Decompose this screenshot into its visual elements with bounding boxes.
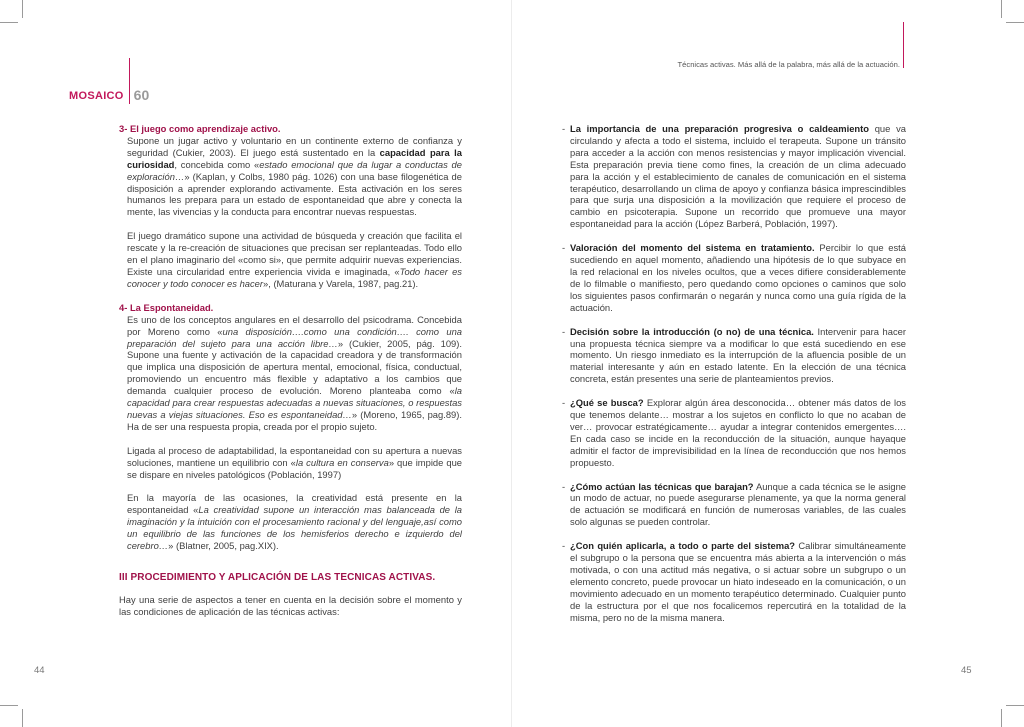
left-page-column bbox=[119, 123, 462, 618]
section-3-paragraph-1: Supone un jugar activo y voluntario en un continente externo de confianza y seguridad (Cukier, 2003). El juego está sustentado en la capacidad para la curiosidad, concebida como «estado emocional que da lugar a conductas de exploración…» (Kaplan, y Colbs, 1980 pág. 1026) con una base filogenética de disposición a aprender explorando activamente. Esta activación en los seres humanos les prepara para un estado de espontaneidad que abre y conecta la mente, las vivencias y la conducta para encontrar nuevas respuestas. bbox=[127, 134, 463, 218]
list-item: - Decisión sobre la introducción (o no) de una técnica. Intervenir para hacer una propuesta técnica siempre va a modificar lo que está sucediendo en ese momento. Un riesgo inmediato es la interrupción de la afluencia posible de un material interesante y aún en estado latente. En la elección de una técnica concreta, están presentes una serie de planteamientos previos. bbox=[562, 325, 906, 385]
header-brand bbox=[69, 56, 149, 102]
section-4-paragraph-2: Ligada al proceso de adaptabilidad, la espontaneidad con su apertura a nuevas soluciones, mantiene un equilibrio con «la cultura en conserva» que impide que se dispare en niveles patológicos (Población, 1997) bbox=[127, 444, 463, 480]
crop-mark-tr-h bbox=[1006, 22, 1024, 23]
crop-mark-tl-h bbox=[0, 22, 18, 23]
list-item: - Valoración del momento del sistema en tratamiento. Percibir lo que está sucediendo en aquel momento, añadiendo una hipótesis de lo que subyace en la red relacional en los niveles ocultos, que a veces difiere considerablemente de lo filmable o manifiesto, pero quedando como opciones o caminos que solo los siguientes pasos confirmarán o negarán y nunca como una guía rígida de la actuación. bbox=[562, 242, 906, 313]
section-3-title: 3- El juego como aprendizaje activo. bbox=[119, 123, 281, 134]
section-4-paragraph-3: En la mayoría de las ocasiones, la creatividad está presente en la espontaneidad «La creatividad supone un interacción mas balanceada de la imaginación y la intuición con el procesamiento racional y del lenguaje,así como un equilibrio de las funciones de los hemisferios derecho e izquierdo del cerebro…» (Blatner, 2005, pag.XIX). bbox=[127, 492, 462, 552]
right-page-number: 45 bbox=[961, 665, 972, 676]
right-page-column bbox=[562, 123, 906, 624]
crop-mark-tl-v bbox=[22, 0, 23, 18]
chapter-intro-paragraph: Hay una serie de aspectos a tener en cuenta en la decisión sobre el momento y las condiciones de aplicación de las técnicas activas: bbox=[119, 593, 462, 617]
brand-divider-bar bbox=[129, 58, 130, 104]
issue-number: 60 bbox=[133, 87, 150, 103]
brand-name: MOSAICO bbox=[69, 90, 124, 102]
list-item: - ¿Con quién aplicarla, a todo o parte del sistema? Calibrar simultáneamente el subgrupo o la persona que se encuentra más abierta a la intervención o más motivada, o con una actitud más negativa, o si actuar sobre un subgrupo o un elemento concreto, puede provocar un hiato indeseado en la comunicación, o un movimiento adecuado en un momento terapéutico determinado. Cualquier punto de la estructura por el que nos focalicemos repercutirá en la totalidad de la misma, pero no de la misma manera. bbox=[562, 540, 906, 623]
crop-mark-br-v bbox=[1001, 709, 1002, 727]
section-4-paragraph-1: Es uno de los conceptos angulares en el desarrollo del psicodrama. Concebida por Moreno como «una disposición….como una condición…. como una preparación del sujeto para una acción libre…» (Cukier, 2005, pág. 109). Supone una fuente y activación de la capacidad creadora y de transformación que implica una disposición de apertura mental, emocional, física, conductual, promoviendo un encuentro más flexible y adaptativo a los cambios que demanda cualquier proceso de evolución. Moreno planteaba como «la capacidad para crear respuestas adecuadas a nuevas situaciones, o respuestas nuevas a viejas situaciones. Eso es espontaneidad…» (Moreno, 1965, pag.89). Ha de ser una respuesta propia, creada por el propio sujeto. bbox=[127, 313, 463, 432]
left-page-number: 44 bbox=[34, 665, 45, 676]
list-item: - La importancia de una preparación progresiva o caldeamiento que va circulando y afecta a todo el sistema, incluido el terapeuta. Supone un tránsito para acceder a la acción con menos resistencias y mayor implicación vivencial. Esta preparación previa tiene como fines, la creación de un clima adecuado para la acción y el establecimiento de canales de comunicación en el sistema terapéutico, desarrollando un clima de apoyo y confianza básica imprescindibles para que surja una disposición a la movilización que requiere el proceso de cambio en psicoterapia. Supone un recorrido que promueve una mayor espontaneidad para la acción (López Barberá, Población, 1997). bbox=[562, 123, 906, 230]
chapter-heading: III PROCEDIMIENTO Y APLICACIÓN DE LAS TECNICAS ACTIVAS. bbox=[119, 572, 436, 583]
crop-mark-bl-h bbox=[0, 705, 18, 706]
crop-mark-bl-v bbox=[22, 709, 23, 727]
running-title: Técnicas activas. Más allá de la palabra, más allá de la actuación. bbox=[677, 60, 900, 69]
running-title-bar bbox=[903, 22, 904, 68]
spine-divider bbox=[511, 0, 512, 727]
section-4-title: 4- La Espontaneidad. bbox=[119, 301, 214, 313]
section-3-paragraph-2: El juego dramático supone una actividad de búsqueda y creación que facilita el rescate y la re-creación de situaciones que precisan ser replanteadas. Todo ello en el plano imaginario del «como si», que permite adquirir nuevas experiencias. Existe una circularidad entre experiencia vivida e imaginada, «Todo hacer es conocer y todo conocer es hacer», (Maturana y Varela, 1987, pag.21). bbox=[127, 230, 462, 289]
list-item: - ¿Cómo actúan las técnicas que barajan? Aunque a cada técnica se le asigne un modo de actuar, no puede asegurarse plenamente, ya que la norma general de actuación se modificará en función de numerosas variables, de las cuales solo algunas se pueden controlar. bbox=[562, 480, 907, 528]
crop-mark-br-h bbox=[1006, 705, 1024, 706]
list-item: - ¿Qué se busca? Explorar algún área desconocida… obtener más datos de los que tenemos delante… mostrar a los sujetos en conflicto lo que no acaban de ver… provocar estratégicamente… ayudar a integrar contenidos emergentes…. En cada caso se incide en la reconducción de la situación, aunque hayaque admitir el factor de imprevisibilidad en la línea de reconducción que nos hemos propuesto. bbox=[562, 397, 906, 468]
crop-mark-tr-v bbox=[1001, 0, 1002, 18]
